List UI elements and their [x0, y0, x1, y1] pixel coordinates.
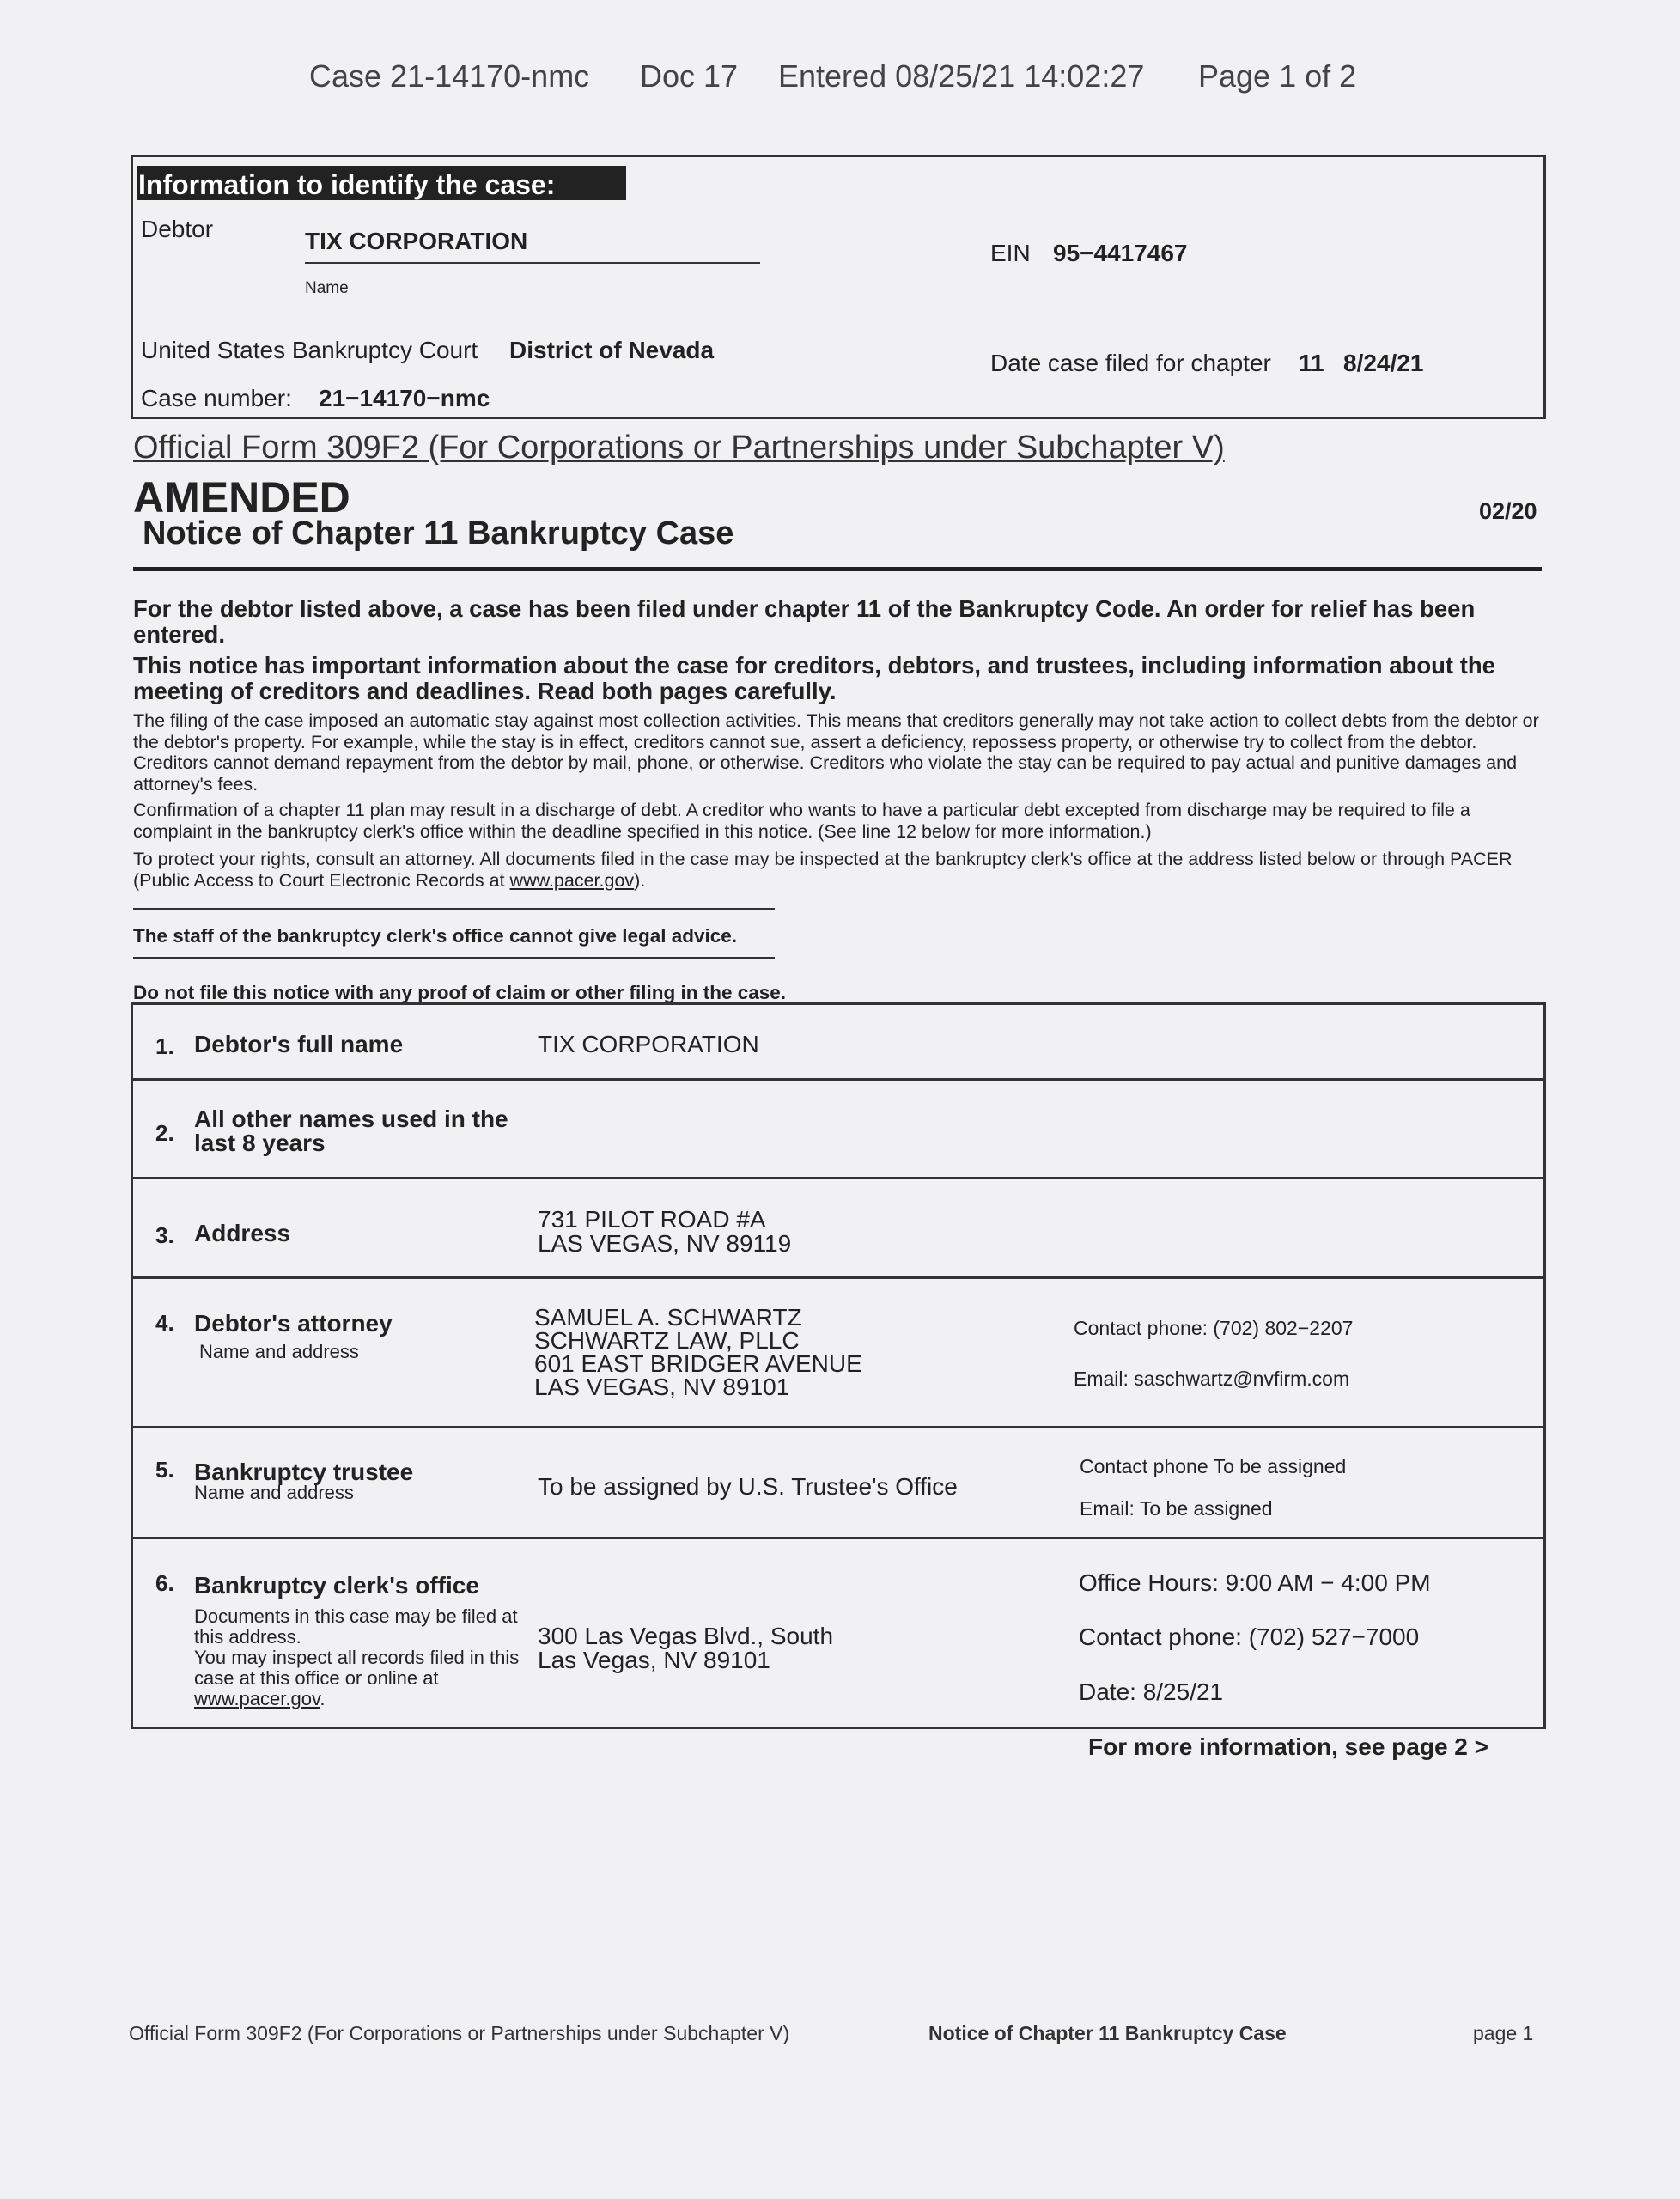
row-4-line-4: LAS VEGAS, NV 89101 — [534, 1374, 790, 1400]
footer-notice-title: Notice of Chapter 11 Bankruptcy Case — [928, 2022, 1287, 2044]
row-other-names — [133, 1081, 1543, 1179]
staff-note-top-rule — [133, 908, 775, 910]
intro-paragraph-discharge: Confirmation of a chapter 11 plan may result in a discharge of debt. A creditor who wants to have a particular debt excepted from discharge may be required to file a complaint in the bankruptcy clerk's office within the deadline specified in this notice. (See line 12 below for more information.) — [133, 800, 1470, 842]
debtor-name: TIX CORPORATION — [305, 228, 528, 254]
title-divider — [133, 567, 1542, 571]
row-2-label: All other names used in the last 8 years — [194, 1106, 508, 1156]
row-6-line-1: 300 Las Vegas Blvd., South — [538, 1623, 834, 1649]
row-4-contact-phone: Contact phone: (702) 802−2207 — [1074, 1317, 1354, 1339]
row-5-value: To be assigned by U.S. Trustee's Office — [538, 1473, 958, 1500]
staff-note: The staff of the bankruptcy clerk's office cannot give legal advice. — [133, 925, 738, 947]
court-value: District of Nevada — [509, 337, 715, 363]
row-6-line-2: Las Vegas, NV 89101 — [538, 1647, 770, 1673]
official-form-title: Official Form 309F2 (For Corporations or Partnerships under Subchapter V) — [133, 429, 1225, 466]
row-4-line-2: SCHWARTZ LAW, PLLC — [534, 1327, 800, 1354]
pacer-link[interactable]: www.pacer.gov — [509, 869, 635, 891]
intro-paragraph-stay: The filing of the case imposed an automatic stay against most collection activities. This means that creditors generally may not take action to collect debts from the debtor or the debtor's property. For example, while the stay is in effect, creditors cannot sue, assert a deficiency, repossess property, or otherwise try to collect from the debtor. Creditors cannot demand repayment from the debtor by mail, phone, or otherwise. Creditors who violate the stay can be required to pay actual and punitive damages and attorney's fees. — [133, 710, 1539, 795]
do-not-file-note: Do not file this notice with any proof of claim or other filing in the case. — [133, 982, 787, 1003]
ein-label: EIN — [990, 240, 1031, 266]
row-bankruptcy-clerk-office — [133, 1539, 1543, 1727]
header-page: Page 1 of 2 — [1198, 58, 1357, 94]
row-1-value: TIX CORPORATION — [538, 1031, 759, 1057]
row-1-label: Debtor's full name — [194, 1031, 404, 1057]
row-debtor-attorney — [133, 1279, 1543, 1428]
row-3-label: Address — [194, 1220, 291, 1246]
row-6-label: Bankruptcy clerk's office — [194, 1572, 479, 1599]
row-2-number: 2. — [155, 1120, 174, 1146]
case-number-value: 21−14170−nmc — [319, 385, 490, 411]
row-5-contact-phone: Contact phone To be assigned — [1080, 1455, 1347, 1477]
form-version: 02/20 — [1479, 498, 1537, 524]
row-4-line-1: SAMUEL A. SCHWARTZ — [534, 1304, 802, 1331]
row-5-number: 5. — [155, 1457, 174, 1483]
date-filed-label: Date case filed for chapter — [990, 350, 1271, 376]
debtor-label: Debtor — [141, 216, 214, 242]
row-4-sublabel: Name and address — [199, 1341, 359, 1362]
row-4-email: Email: saschwartz@nvfirm.com — [1074, 1368, 1350, 1390]
row-4-label: Debtor's attorney — [194, 1310, 393, 1337]
chapter-number: 11 — [1299, 350, 1324, 376]
row-bankruptcy-trustee — [133, 1428, 1543, 1539]
case-info-banner: Information to identify the case: — [137, 166, 626, 200]
row-debtor-full-name — [133, 1005, 1543, 1081]
row-5-email: Email: To be assigned — [1080, 1497, 1273, 1520]
debtor-name-underline — [305, 262, 760, 264]
header-case: Case 21-14170-nmc — [309, 58, 590, 94]
row-6-contact-phone: Contact phone: (702) 527−7000 — [1079, 1623, 1420, 1650]
row-6-sub-inspect: You may inspect all records filed in this case at this office or online at — [194, 1647, 520, 1689]
ein-value: 95−4417467 — [1053, 240, 1188, 266]
row-1-number: 1. — [155, 1033, 174, 1059]
footer-page-number: page 1 — [1473, 2022, 1534, 2044]
intro-bold-1: For the debtor listed above, a case has been filed under chapter 11 of the Bankruptcy Code. An order for relief has been entered. — [133, 595, 1476, 648]
date-filed-value: 8/24/21 — [1343, 350, 1424, 376]
row-3-line-2: LAS VEGAS, NV 89119 — [538, 1230, 792, 1257]
notice-title: Notice of Chapter 11 Bankruptcy Case — [143, 515, 734, 551]
case-details-table — [131, 1002, 1546, 1729]
row-6-pacer-link[interactable]: www.pacer.gov — [194, 1688, 320, 1709]
intro-bold-2: This notice has important information about the case for creditors, debtors, and trustees, including information about the meeting of creditors and deadlines. Read both pages carefully. — [133, 652, 1495, 704]
rights-text-end: ). — [634, 869, 646, 891]
more-info-link[interactable]: For more information, see page 2 > — [1088, 1733, 1489, 1760]
row-6-sub-period: . — [320, 1688, 326, 1709]
court-label: United States Bankruptcy Court — [141, 337, 478, 363]
row-address — [133, 1179, 1543, 1279]
row-6-office-hours: Office Hours: 9:00 AM − 4:00 PM — [1079, 1569, 1431, 1596]
header-doc: Doc 17 — [640, 58, 739, 94]
row-6-sub-documents: Documents in this case may be filed at this address. — [194, 1605, 518, 1648]
row-6-sublabel — [194, 1606, 546, 1709]
row-5-sublabel: Name and address — [194, 1482, 354, 1503]
row-5-label: Bankruptcy trustee — [194, 1459, 414, 1485]
case-number-label: Case number: — [141, 385, 292, 411]
row-4-number: 4. — [155, 1310, 174, 1336]
staff-note-bottom-rule — [133, 957, 775, 959]
rights-text: To protect your rights, consult an attorney. All documents filed in the case may be inspected at the bankruptcy clerk's office at the address listed below or through PACER (Public Access to Court Electronic Records at — [133, 849, 1513, 891]
case-info-box — [131, 155, 1546, 419]
amended-heading: AMENDED — [133, 473, 350, 521]
name-caption: Name — [305, 279, 349, 297]
row-6-date: Date: 8/25/21 — [1079, 1678, 1224, 1705]
row-3-number: 3. — [155, 1222, 174, 1248]
footer-form-name: Official Form 309F2 (For Corporations or Partnerships under Subchapter V) — [129, 2022, 790, 2044]
header-entered: Entered 08/25/21 14:02:27 — [778, 58, 1145, 94]
row-3-line-1: 731 PILOT ROAD #A — [538, 1206, 766, 1233]
row-4-line-3: 601 EAST BRIDGER AVENUE — [534, 1350, 862, 1377]
row-6-number: 6. — [155, 1570, 174, 1596]
intro-paragraph-rights — [133, 849, 1542, 891]
